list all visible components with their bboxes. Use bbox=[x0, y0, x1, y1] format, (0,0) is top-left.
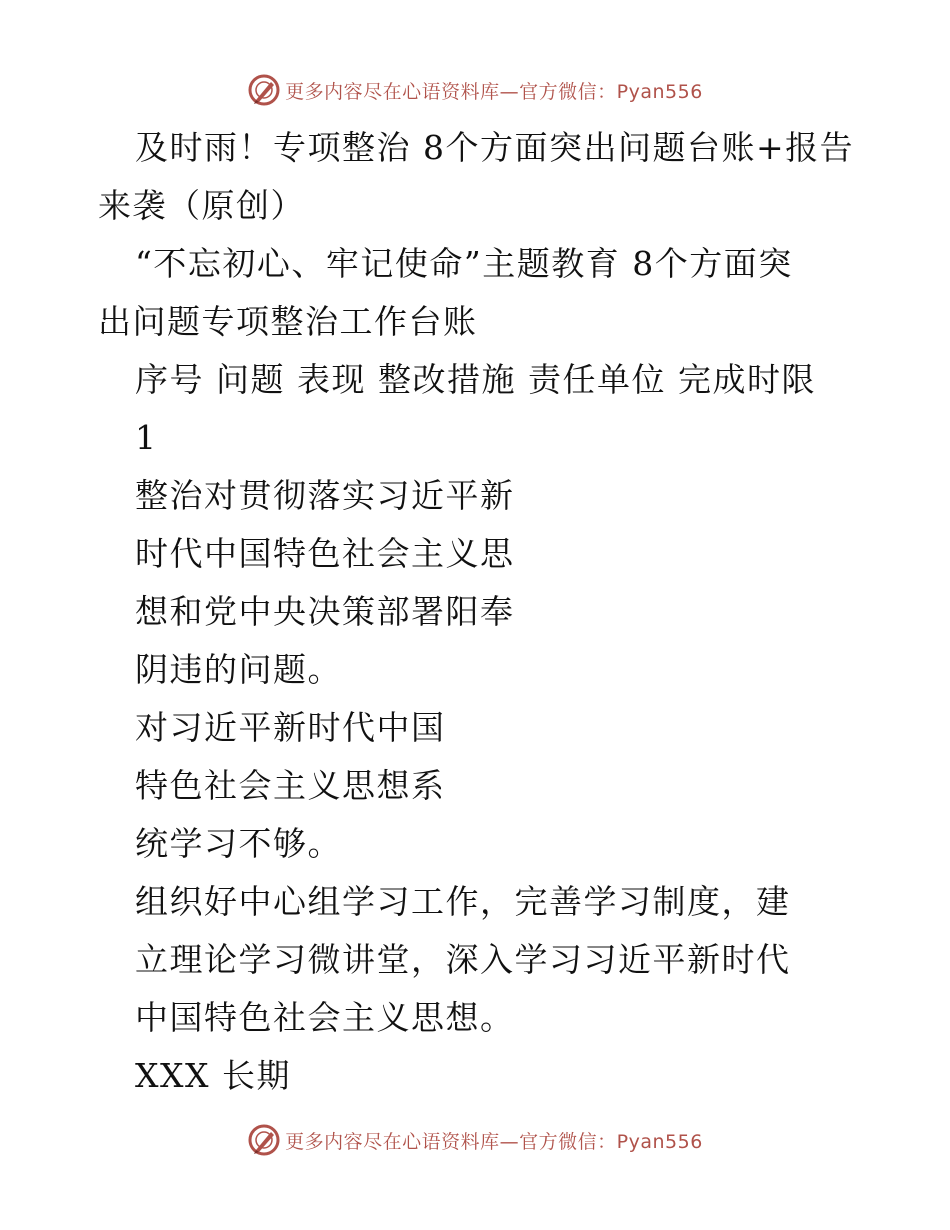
table-header-line: 序号 问题 表现 整改措施 责任单位 完成时限 bbox=[135, 360, 816, 399]
watermark-text: 更多内容尽在心语资料库—官方微信：Pyan556 bbox=[285, 80, 703, 103]
manifestation-line-3: 统学习不够。 bbox=[135, 824, 342, 863]
problem-line-2: 时代中国特色社会主义思 bbox=[135, 534, 515, 573]
row-number: 1 bbox=[135, 418, 158, 457]
manifestation-line-1: 对习近平新时代中国 bbox=[135, 708, 446, 747]
measure-line-3: 中国特色社会主义思想。 bbox=[135, 998, 515, 1037]
measure-line-1: 组织好中心组学习工作，完善学习制度，建 bbox=[135, 882, 791, 921]
problem-line-3: 想和党中央决策部署阳奉 bbox=[135, 592, 515, 631]
manifestation-line-2: 特色社会主义思想系 bbox=[135, 766, 446, 805]
subtitle-line-1: “不忘初心、牢记使命”主题教育 8个方面突 bbox=[135, 244, 793, 283]
problem-line-4: 阴违的问题。 bbox=[135, 650, 342, 689]
unit-deadline-line: XXX 长期 bbox=[135, 1056, 291, 1095]
subtitle-line-2: 出问题专项整治工作台账 bbox=[98, 302, 478, 341]
watermark-text: 更多内容尽在心语资料库—官方微信：Pyan556 bbox=[285, 1130, 703, 1153]
pen-logo-icon bbox=[247, 1123, 281, 1157]
footer-watermark-banner bbox=[0, 1120, 950, 1160]
measure-line-2: 立理论学习微讲堂，深入学习习近平新时代 bbox=[135, 940, 791, 979]
title-line-2: 来袭（原创） bbox=[98, 186, 305, 225]
title-line-1: 及时雨！专项整治 8个方面突出问题台账+报告 bbox=[135, 128, 855, 167]
problem-line-1: 整治对贯彻落实习近平新 bbox=[135, 476, 515, 515]
